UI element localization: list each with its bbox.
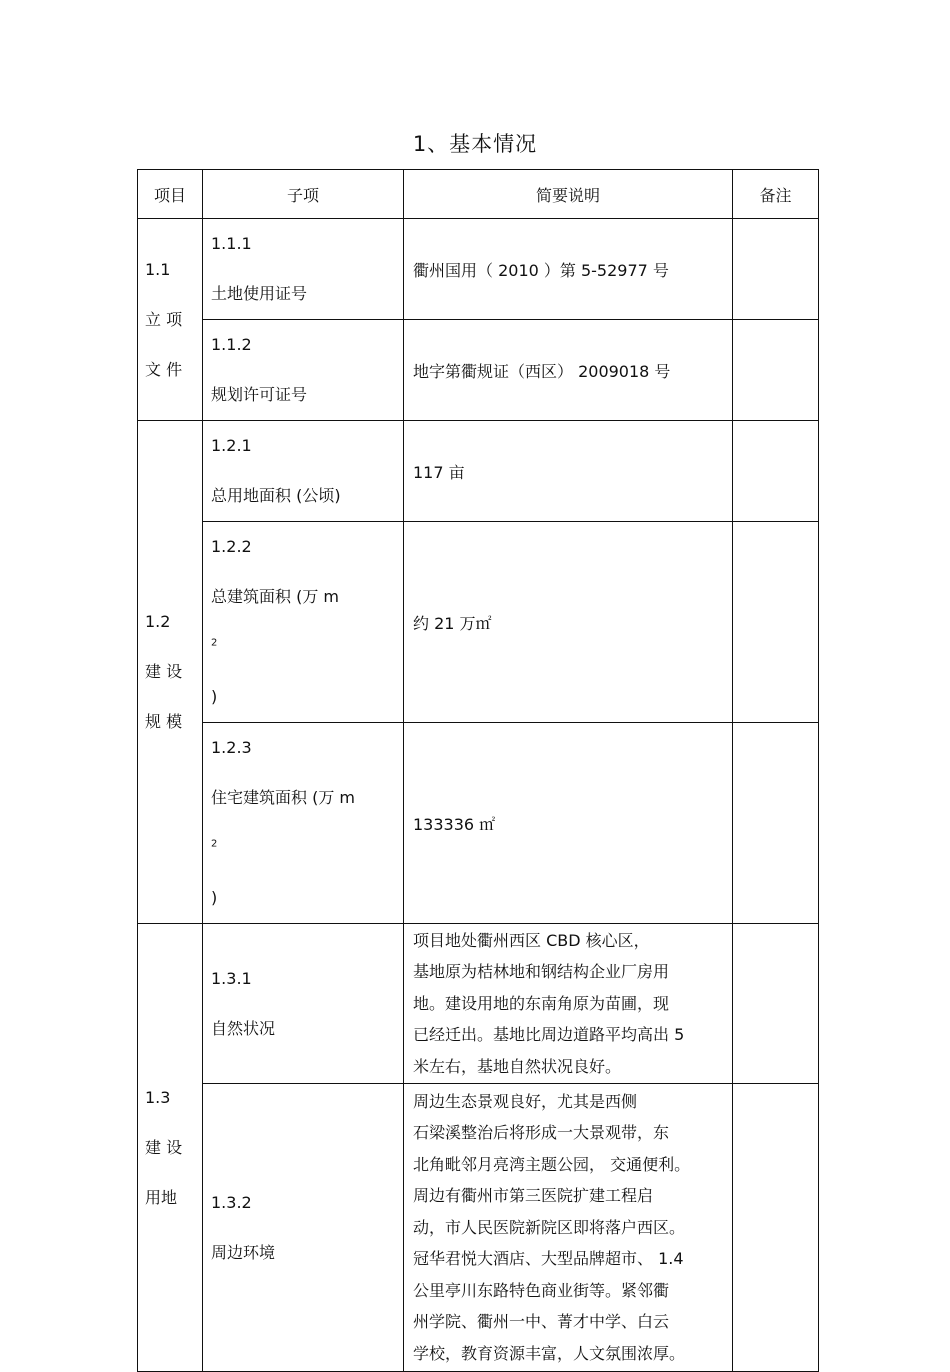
subitem-cell: 1.3.2 周边环境 [203, 1084, 404, 1372]
note-cell [733, 522, 819, 723]
desc-cell: 地字第衢规证（西区） 2009018 号 [404, 320, 733, 421]
subitem-cell: 1.2.3 住宅建筑面积 (万 m $^2$ ) [203, 723, 404, 924]
note-cell [733, 1084, 819, 1372]
note-cell [733, 924, 819, 1084]
basic-info-table [137, 169, 819, 1372]
subitem-cell: 1.1.2 规划许可证号 [203, 320, 404, 421]
table-row [138, 723, 819, 924]
page-title: 1、基本情况 [412, 132, 538, 156]
group-cell-1-1: 1.1 立 项 文 件 [138, 219, 203, 421]
subitem-cell: 1.3.1 自然状况 [203, 924, 404, 1084]
header-item: 项目 [138, 170, 203, 219]
group-cell-1-3: 1.3 建 设 用地 [138, 924, 203, 1372]
desc-cell: 衢州国用（ 2010 ）第 5-52977 号 [404, 219, 733, 320]
desc-cell: 133336 ㎡ [404, 723, 733, 924]
note-cell [733, 219, 819, 320]
table-row [138, 924, 819, 1084]
header-subitem: 子项 [203, 170, 404, 219]
header-desc: 简要说明 [404, 170, 733, 219]
note-cell [733, 320, 819, 421]
subitem-cell: 1.2.1 总用地面积 (公顷) [203, 421, 404, 522]
table-row [138, 421, 819, 522]
note-cell [733, 723, 819, 924]
header-note: 备注 [733, 170, 819, 219]
table-header-row [138, 170, 819, 219]
desc-cell: 117 亩 [404, 421, 733, 522]
desc-paragraph-cell: 项目地处衢州西区 CBD 核心区， 基地原为桔林地和钢结构企业厂房用 地。建设用地的东南角原为苗圃，现 已经迁出。基地比周边道路平均高出 5 米左右，基地自然状况良好。 [404, 924, 733, 1084]
table-row [138, 320, 819, 421]
desc-paragraph-cell: 周边生态景观良好，尤其是西侧 石梁溪整治后将形成一大景观带，东 北角毗邻月亮湾主题公园， 交通便利。 周边有衢州市第三医院扩建工程启 动，市人民医院新院区即将落户西区。 冠华君悦大酒店、大型品牌超市、 1.4 公里亭川东路特色商业街等。紧邻衢 州学院、衢州一中、菁才中学、白云 学校，教育资源丰富，人文氛围浓厚。 [404, 1084, 733, 1372]
subitem-cell: 1.2.2 总建筑面积 (万 m $^2$ ) [203, 522, 404, 723]
table-row [138, 1084, 819, 1372]
note-cell [733, 421, 819, 522]
subitem-cell: 1.1.1 土地使用证号 [203, 219, 404, 320]
table-row [138, 219, 819, 320]
group-cell-1-2: 1.2 建 设 规 模 [138, 421, 203, 924]
desc-cell: 约 21 万㎡ [404, 522, 733, 723]
table-row [138, 522, 819, 723]
